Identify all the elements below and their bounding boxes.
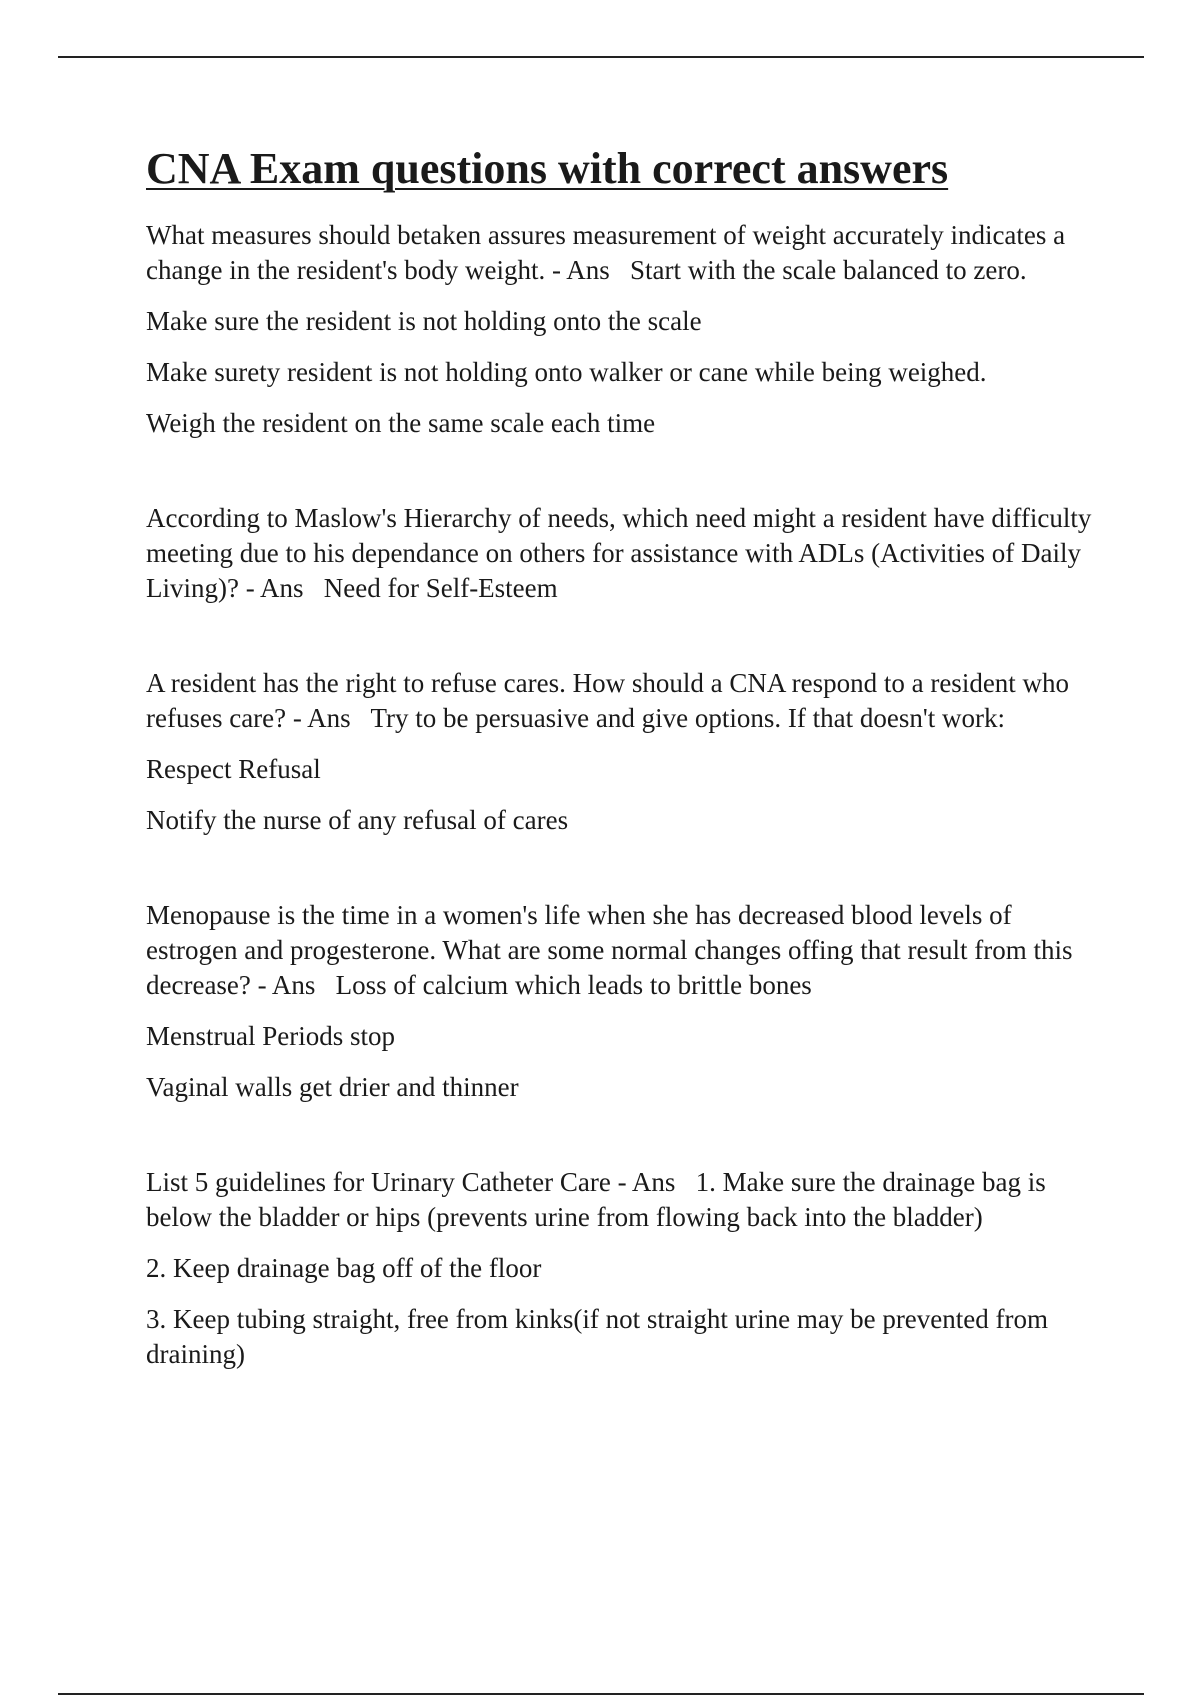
answer-text: Need for Self-Esteem [323, 573, 558, 603]
question-line [146, 1165, 1096, 1235]
answer-line: Respect Refusal [146, 754, 321, 784]
answer-line: Make surety resident is not holding onto walker or cane while being weighed. [146, 357, 987, 387]
answer-line: Make sure the resident is not holding onto the scale [146, 306, 702, 336]
bottom-rule [58, 1693, 1144, 1695]
answer-line: Notify the nurse of any refusal of cares [146, 805, 569, 835]
answer-separator: - Ans [250, 970, 336, 1000]
answer-separator: - Ans [545, 255, 631, 285]
answer-line: Weigh the resident on the same scale each time [146, 408, 656, 438]
question-line [146, 666, 1096, 736]
answer-separator: - Ans [286, 703, 371, 733]
question-line [146, 898, 1096, 1003]
question-line [146, 501, 1096, 606]
question-text: According to Maslow's Hierarchy of needs, which need might a resident have difficulty meeting due to his dependance on others for assistance with ADLs (Activities of Daily Living)? [146, 503, 1092, 603]
qa-block [146, 898, 1096, 1105]
qa-block [146, 501, 1096, 606]
document-body [146, 142, 1096, 1388]
top-rule [58, 56, 1144, 58]
answer-text: Try to be persuasive and give options. If that doesn't work: [370, 703, 1005, 733]
answer-line: 3. Keep tubing straight, free from kinks(if not straight urine may be prevented from draining) [146, 1304, 1048, 1369]
document-title: CNA Exam questions with correct answers [146, 144, 949, 193]
question-text: What measures should betaken assures measurement of weight accurately indicates a change in the resident's body weight. [146, 220, 1066, 285]
question-text: A resident has the right to refuse cares. How should a CNA respond to a resident who refuses care? [146, 668, 1070, 733]
answer-separator: - Ans [610, 1167, 696, 1197]
qa-block [146, 1165, 1096, 1372]
answer-separator: - Ans [238, 573, 324, 603]
answer-line: Menstrual Periods stop [146, 1021, 395, 1051]
qa-block [146, 666, 1096, 838]
question-text: Menopause is the time in a women's life when she has decreased blood levels of estrogen and progesterone. What are some normal changes offing that result from this decrease? [146, 900, 1073, 1000]
answer-text: 1. Make sure the drainage bag is below the bladder or hips (prevents urine from flowing back into the bladder) [146, 1167, 1046, 1232]
question-text: List 5 guidelines for Urinary Catheter Care [146, 1167, 611, 1197]
answer-line: 2. Keep drainage bag off of the floor [146, 1253, 542, 1283]
answer-line: Vaginal walls get drier and thinner [146, 1072, 519, 1102]
qa-block [146, 218, 1096, 441]
answer-text: Start with the scale balanced to zero. [630, 255, 1027, 285]
answer-text: Loss of calcium which leads to brittle bones [335, 970, 812, 1000]
question-line [146, 218, 1096, 288]
